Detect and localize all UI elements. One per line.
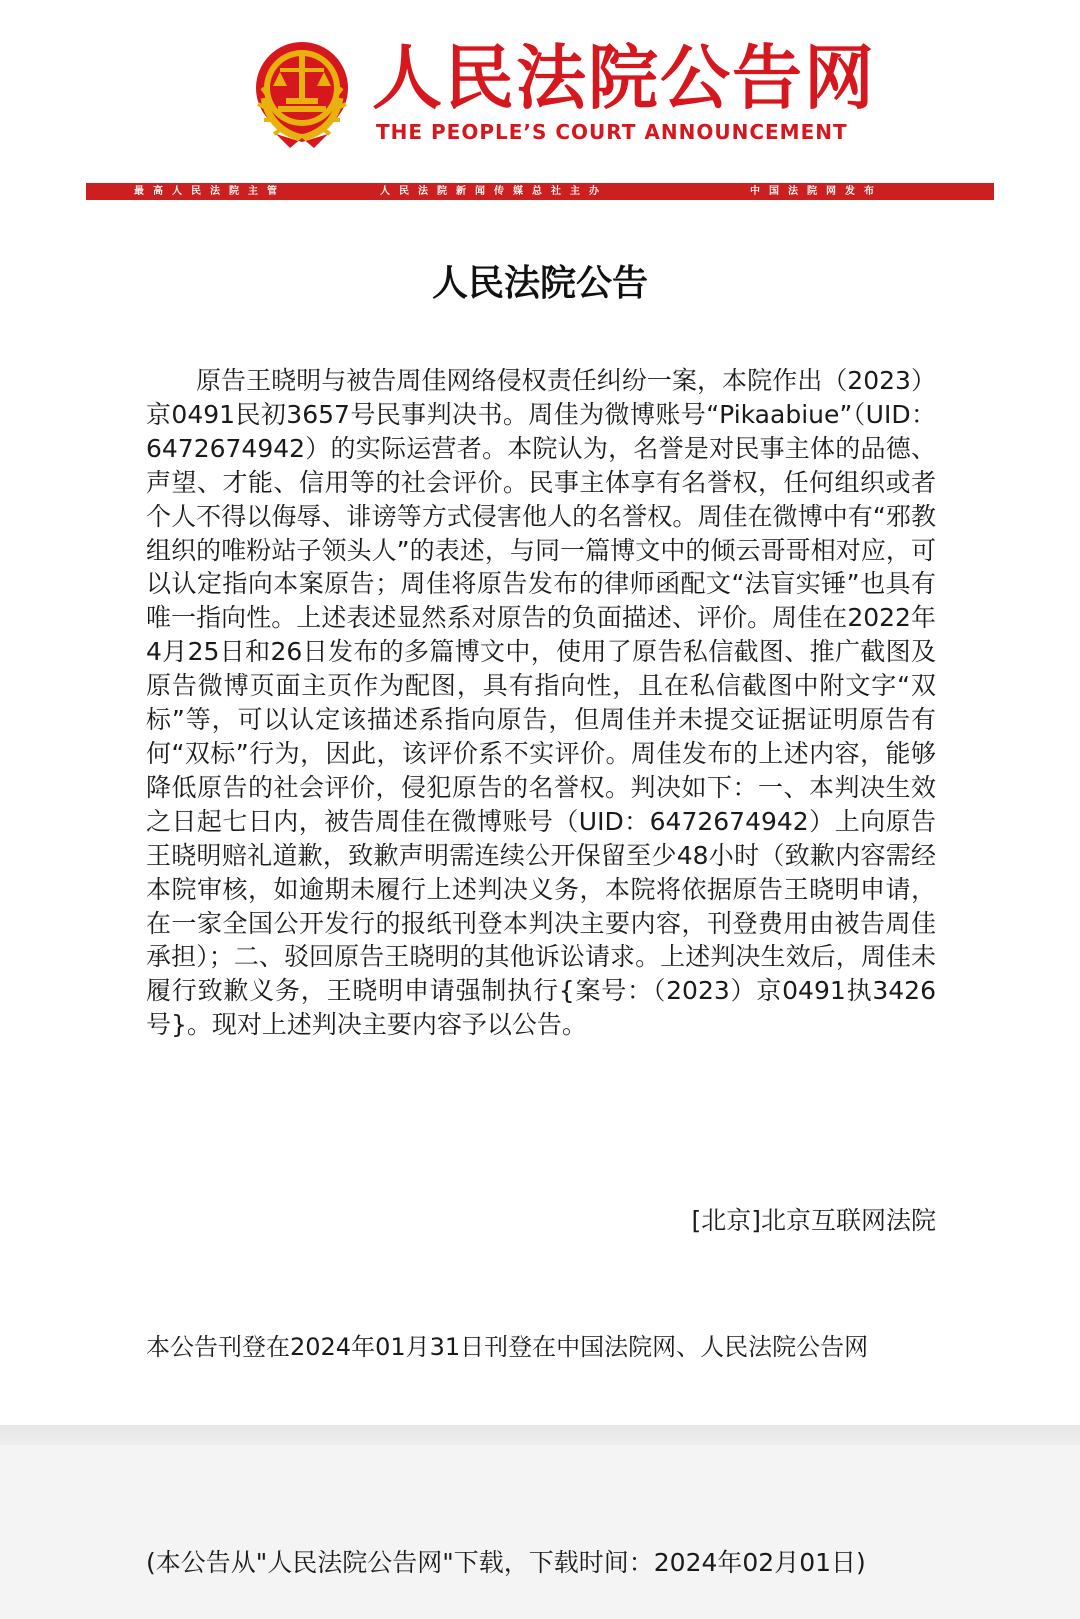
page-divider: [0, 1425, 1080, 1445]
site-subtitle: THE PEOPLE’S COURT ANNOUNCEMENT: [376, 120, 848, 144]
banner-publisher: 中国法院网发布: [750, 186, 883, 197]
download-note: (本公告从"人民法院公告网"下载，下载时间：2024年02月01日): [146, 1548, 866, 1577]
site-title: 人民法院公告网: [372, 37, 876, 119]
court-emblem-icon: [250, 38, 354, 150]
notice-title: 人民法院公告: [431, 263, 648, 304]
sponsor-banner: [86, 183, 994, 200]
notice-body: 原告王晓明与被告周佳网络侵权责任纠纷一案，本院作出（2023）京0491民初3657号民事判决书。周佳为微博账号“Pikaabiue”（UID：6472674942）的实际运营者。本院认为，名誉是对民事主体的品德、声望、才能、信用等的社会评价。民事主体享有名誉权，任何组织或者个人不得以侮辱、诽谤等方式侵害他人的名誉权。周佳在微博中有“邪教组织的唯粉站子领头人”的表述，与同一篇博文中的倾云哥哥相对应，可以认定指向本案原告；周佳将原告发布的律师函配文“法盲实锤”也具有唯一指向性。上述表述显然系对原告的负面描述、评价。周佳在2022年4月25日和26日发布的多篇博文中，使用了原告私信截图、推广截图及原告微博页面主页作为配图，具有指向性，且在私信截图中附文字“双标”等，可以认定该描述系指向原告，但周佳并未提交证据证明原告有何“双标”行为，因此，该评价系不实评价。周佳发布的上述内容，能够降低原告的社会评价，侵犯原告的名誉权。判决如下：一、本判决生效之日起七日内，被告周佳在微博账号（UID：6472674942）上向原告王晓明赔礼道歉，致歉声明需连续公开保留至少48小时（致歉内容需经本院审核，如逾期未履行上述判决义务，本院将依据原告王晓明申请，在一家全国公开发行的报纸刊登本判决主要内容，刊登费用由被告周佳承担）；二、驳回原告王晓明的其他诉讼请求。上述判决生效后，周佳未履行致歉义务，王晓明申请强制执行{案号：（2023）京0491执3426号}。现对上述判决主要内容予以公告。: [146, 366, 936, 1040]
download-footer: [0, 1445, 1080, 1619]
site-header: [0, 0, 1080, 210]
publish-note: 本公告刊登在2024年01月31日刊登在中国法院网、人民法院公告网: [146, 1333, 869, 1361]
banner-organizer: 人民法院新闻传媒总社主办: [380, 186, 608, 197]
banner-supervisor: 最高人民法院主管: [134, 186, 286, 197]
issuing-court: [北京]北京互联网法院: [691, 1206, 936, 1235]
